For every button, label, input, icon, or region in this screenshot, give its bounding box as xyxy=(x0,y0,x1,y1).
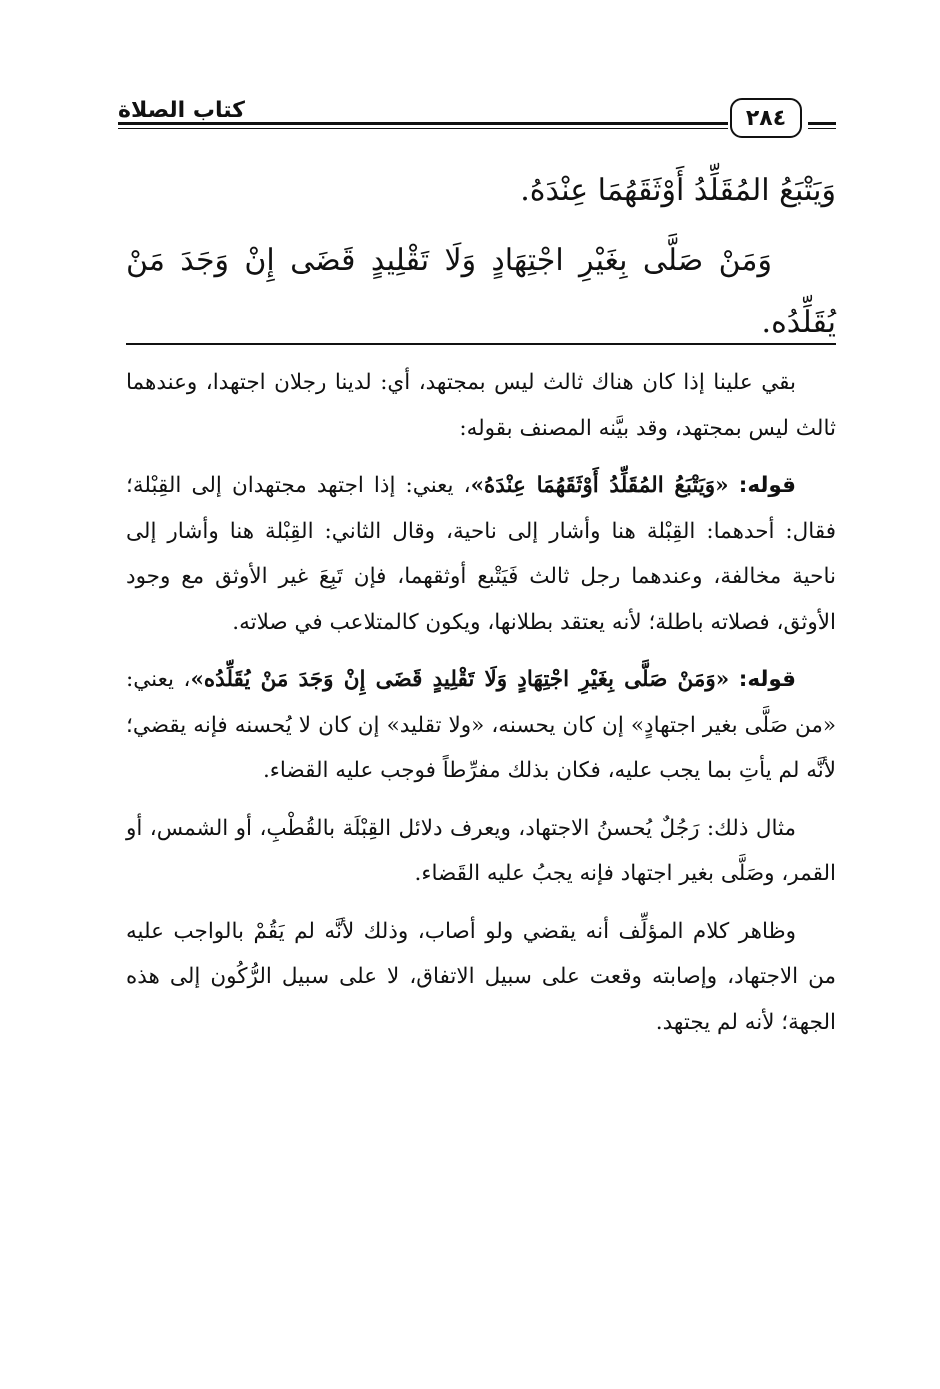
commentary-text: ، يعني: إذا اجتهد مجتهدان إلى القِبْلة؛ فقال: أحدهما: القِبْلة هنا وأشار إلى ناحية، وقال الثاني: القِبْلة هنا وأشار إلى ناحية مخالفة، وعندهما رجل ثالث فَيَتْبع أوثقهما، فإن تَبِعَ غير الأوثق مع وجود الأوثق، فصلاته باطلة؛ لأنه يعتقد بطلانها، ويكون كالمتلاعب في صلاته. xyxy=(126,473,836,635)
header-rule xyxy=(118,122,728,129)
quoted-matn: «وَيَتْبَعُ المُقَلِّدُ أَوْثَقَهُمَا عِنْدَهُ» xyxy=(470,473,729,498)
commentary-text: ، يعني: «من صَلَّى بغير اجتهادٍ» إن كان يحسنه، «ولا تقليد» إن كان لا يُحسنه فإنه يقضي؛ لأنَّه لم يأتِ بما يجب عليه، فكان بذلك مفرِّطاً فوجب عليه القضاء. xyxy=(126,667,836,783)
page-number: ٢٨٤ xyxy=(730,98,802,138)
matn-text xyxy=(126,160,836,362)
sharh-paragraph-1: بقي علينا إذا كان هناك ثالث ليس بمجتهد، أي: لدينا رجلان اجتهدا، وعندهما ثالث ليس بمجتهد، وقد بيَّنه المصنف بقوله: xyxy=(126,370,836,441)
header-rule-end xyxy=(808,122,836,129)
qawluhu-label: قوله: xyxy=(738,667,796,692)
matn-line-1: وَيَتْبَعُ المُقَلِّدُ أَوْثَقَهُمَا عِنْدَهُ. xyxy=(520,173,836,208)
sharh-paragraph-2 xyxy=(126,463,836,645)
sharh-paragraph-5: وظاهر كلام المؤلِّف أنه يقضي ولو أصاب، وذلك لأنَّه لم يَقُمْ بالواجب عليه من الاجتهاد، وإصابته وقعت على سبيل الاتفاق، لا على سبيل الرُّكُون إلى هذه الجهة؛ لأنه لم يجتهد. xyxy=(126,918,836,1035)
matn-sharh-divider xyxy=(126,343,836,345)
page-header xyxy=(118,92,836,144)
book-title: كتاب الصلاة xyxy=(118,98,245,123)
quoted-matn: «وَمَنْ صَلَّى بِغَيْرِ اجْتِهَادٍ وَلَا تَقْلِيدٍ قَضَى إِنْ وَجَدَ مَنْ يُقَلِّدُه» xyxy=(190,667,730,692)
sharh-paragraph-3 xyxy=(126,657,836,794)
qawluhu-label: قوله: xyxy=(738,473,796,498)
sharh-paragraph-4: مثال ذلك: رَجُلٌ يُحسنُ الاجتهاد، ويعرف دلائل القِبْلَة بالقُطْبِ، أو الشمس، أو القمر، وصَلَّى بغير اجتهاد فإنه يجبُ عليه القَضاء. xyxy=(126,815,836,886)
sharh-text xyxy=(126,360,836,1057)
matn-line-2: وَمَنْ صَلَّى بِغَيْرِ اجْتِهَادٍ وَلَا تَقْلِيدٍ قَضَى إِنْ وَجَدَ مَنْ يُقَلِّدُه. xyxy=(126,243,836,340)
